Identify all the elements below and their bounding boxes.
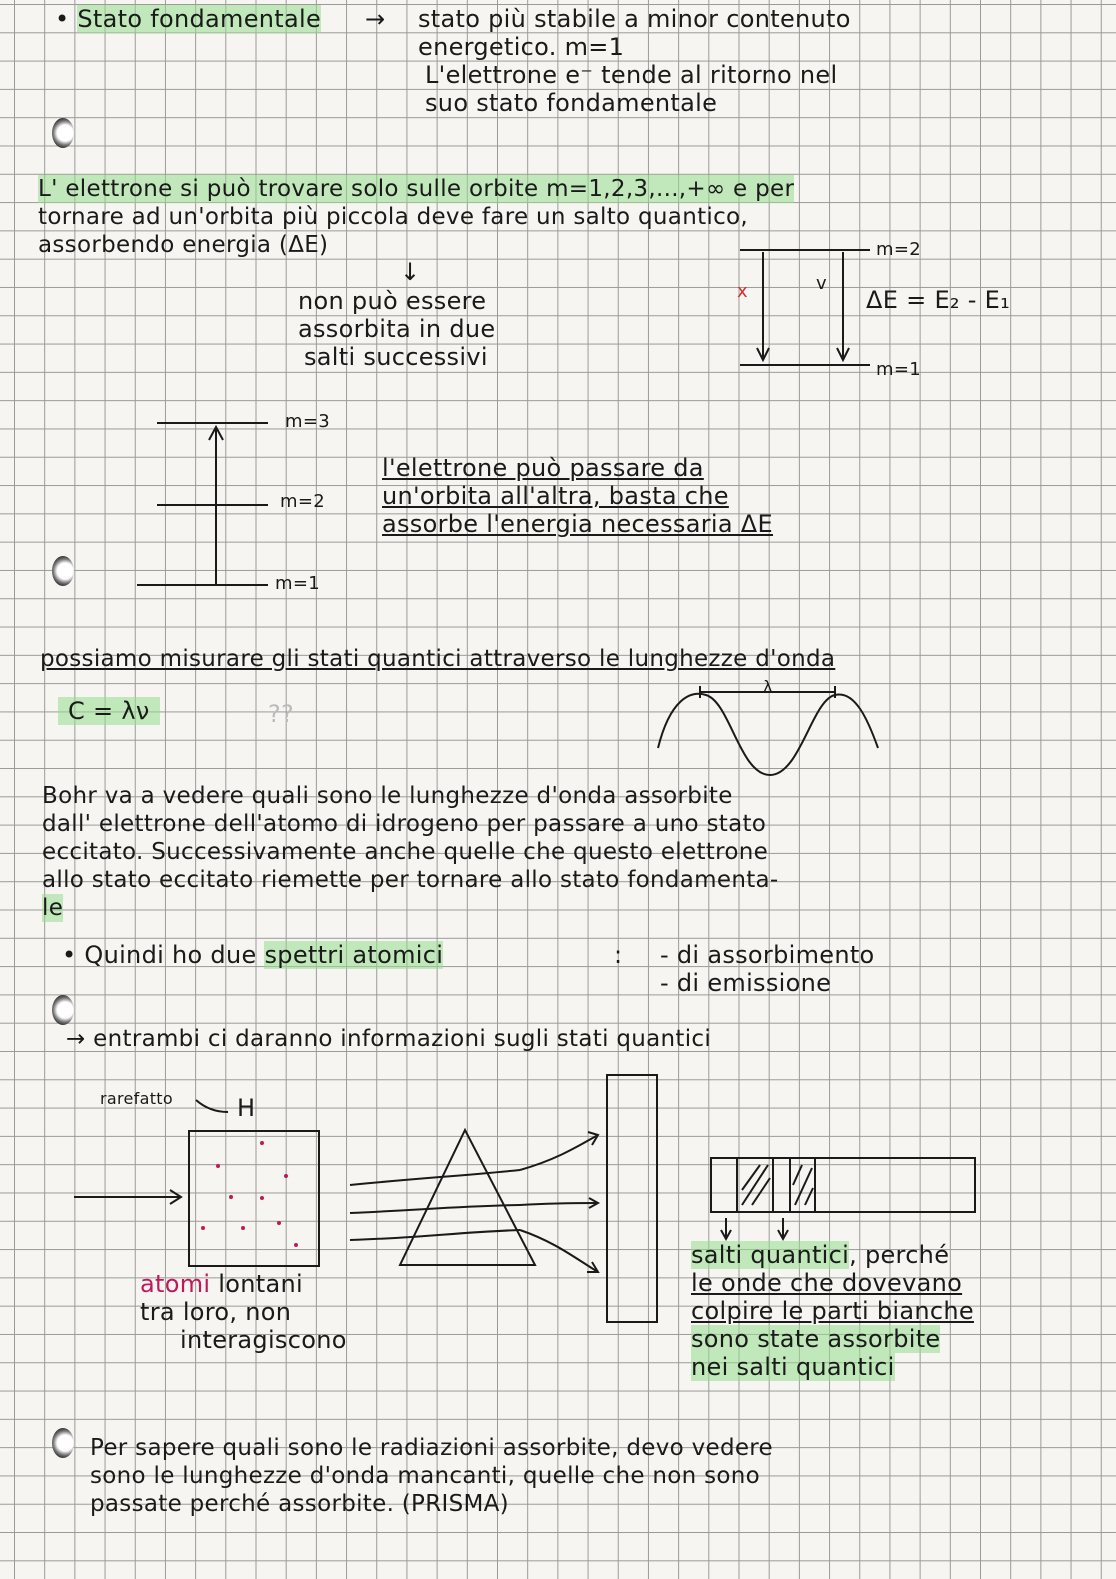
ground-state-definition-2: energetico. m=1	[418, 33, 625, 61]
closing-text-3: passate perché assorbite. (PRISMA)	[90, 1491, 509, 1517]
diagram-label-m1: m=1	[876, 359, 921, 380]
diagram-label-m2: m=2	[876, 239, 921, 260]
ground-state-definition-1: stato più stabile a minor contenuto	[418, 5, 851, 33]
wave-text: possiamo misurare gli stati quantici attraverso le lunghezze d'onda	[40, 646, 836, 672]
hydrogen-label: H	[237, 1094, 256, 1122]
atoms-note-3: interagiscono	[180, 1326, 347, 1354]
bohr-text-2: dall' elettrone dell'atomo di idrogeno per passare a uno stato	[42, 811, 767, 837]
check-mark: v	[816, 273, 827, 294]
wave-formula: C = λν	[58, 697, 160, 725]
closing-text-1: Per sapere quali sono le radiazioni assorbite, devo vedere	[90, 1435, 774, 1461]
spectra-both: → entrambi ci daranno informazioni sugli stati quantici	[66, 1026, 712, 1052]
jumps-note-5: nei salti quantici	[691, 1353, 895, 1381]
wavelength-symbol: λ	[763, 677, 773, 696]
level-label-m2: m=2	[280, 491, 325, 512]
bohr-text-1: Bohr va a vedere quali sono le lunghezze d'onda assorbite	[42, 783, 733, 809]
level-label-m3: m=3	[285, 411, 330, 432]
transition-diagram	[740, 250, 870, 365]
question-marks: ??	[268, 700, 295, 728]
gas-atoms	[201, 1141, 298, 1247]
jumps-note-1: salti quantici, perché	[691, 1241, 950, 1269]
orbits-text-3: assorbendo energia (ΔE)	[38, 232, 329, 258]
orbits-note-1: non può essere	[298, 287, 487, 315]
jumps-note-3: colpire le parti bianche	[691, 1297, 974, 1325]
bohr-text-5: le	[42, 895, 64, 921]
levels-text-1: l'elettrone può passare da	[382, 454, 704, 482]
jumps-note-4: sono state assorbite	[691, 1325, 941, 1353]
ground-state-definition-3: L'elettrone e⁻ tende al ritorno nel	[425, 61, 838, 89]
term-ground-state: • Stato fondamentale	[55, 5, 322, 33]
energy-difference-formula: ΔE = E₂ - E₁	[866, 286, 1011, 314]
down-arrow-icon: ↓	[400, 258, 421, 286]
levels-text-3: assorbe l'energia necessaria ΔE	[382, 510, 773, 538]
closing-text-2: sono le lunghezze d'onda mancanti, quelle che non sono	[90, 1463, 761, 1489]
bohr-text-3: eccitato. Successivamente anche quelle che questo elettrone	[42, 839, 769, 865]
orbits-text-1: L' elettrone si può trovare solo sulle orbite m=1,2,3,...,+∞ e per	[38, 176, 795, 202]
bohr-text-4: allo stato eccitato riemette per tornare allo stato fondamenta-	[42, 867, 779, 893]
arrow-glyph: →	[365, 5, 386, 33]
atoms-note-1: atomi lontani	[140, 1270, 303, 1298]
spectra-colon: :	[614, 941, 623, 969]
spectra-item-emission: - di emissione	[660, 969, 832, 997]
cross-mark: x	[737, 281, 748, 302]
level-label-m1: m=1	[275, 573, 320, 594]
orbits-note-3: salti successivi	[304, 343, 488, 371]
spectra-item-absorption: - di assorbimento	[660, 941, 875, 969]
rarefied-label: rarefatto	[100, 1089, 173, 1108]
spectra-lead: • Quindi ho due spettri atomici	[62, 941, 444, 969]
atoms-note-2: tra loro, non	[140, 1298, 292, 1326]
energy-levels-diagram	[137, 423, 268, 585]
levels-text-2: un'orbita all'altra, basta che	[382, 482, 729, 510]
orbits-text-2: tornare ad un'orbita più piccola deve fare un salto quantico,	[38, 204, 749, 230]
orbits-note-2: assorbita in due	[298, 315, 496, 343]
ground-state-definition-4: suo stato fondamentale	[425, 89, 718, 117]
jumps-note-2: le onde che dovevano	[691, 1269, 963, 1297]
